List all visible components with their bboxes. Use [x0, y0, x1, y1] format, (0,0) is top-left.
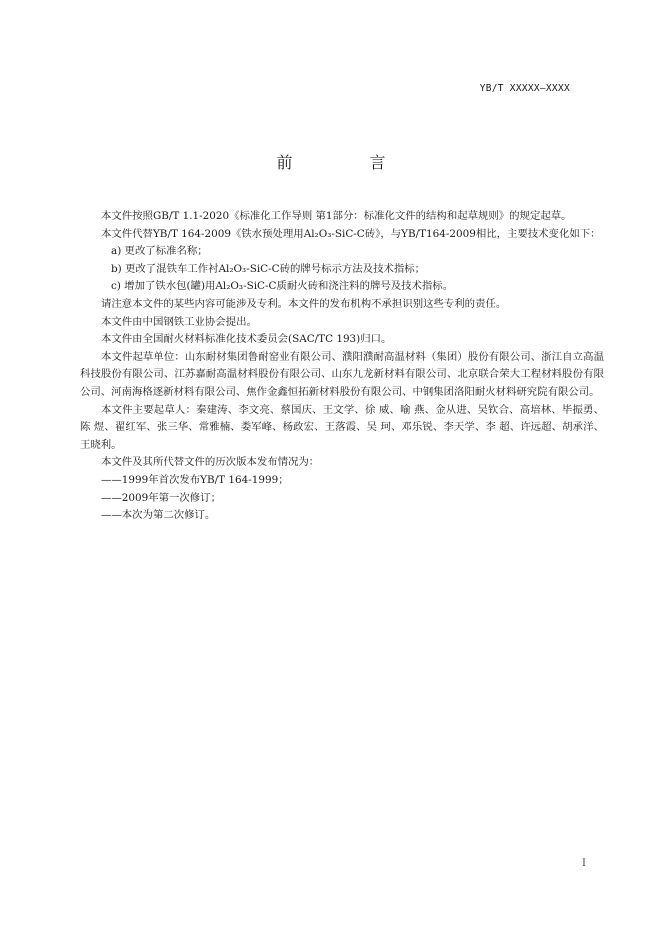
- foreword-body: [80, 208, 604, 525]
- history-item-1999: ——1999年首次发布YB/T 164-1999；: [101, 473, 289, 486]
- list-item-c: c) 增加了铁水包(罐)用Al₂O₃-SiC-C质耐火砖和浇注料的牌号及技术指标。: [111, 280, 454, 293]
- history-item-2009: ——2009年第一次修订；: [101, 491, 221, 504]
- paragraph-basis: 本文件按照GB/T 1.1-2020《标准化工作导则 第1部分：标准化文件的结构和起草规则》的规定起草。: [101, 210, 572, 222]
- paragraph-history-intro: 本文件及其所代替文件的历次版本发布情况为：: [101, 456, 320, 469]
- page-number: I: [582, 858, 586, 869]
- document-code: YB/T XXXXX—XXXX: [479, 83, 570, 94]
- paragraph-patent: 请注意本文件的某些内容可能涉及专利。本文件的发布机构不承担识别这些专利的责任。: [101, 297, 507, 310]
- paragraph-drafting-units: 本文件起草单位：山东耐材集团鲁耐窑业有限公司、濮阳濮耐高温材料（集团）股份有限公司、浙江自立高温科技股份有限公司、江苏嘉耐高温材料股份有限公司、山东九龙新材料有限公司、北京联合荣大工程材料股份有限公司、河南海格逐新材料有限公司、焦作金鑫恒拓新材料股份有限公司、中钢集团洛阳耐火材料研究院有限公司。: [80, 350, 604, 398]
- page-title: 前 言: [276, 153, 422, 172]
- history-item-current: ——本次为第二次修订。: [101, 509, 216, 522]
- paragraph-proposer: 本文件由中国钢铁工业协会提出。: [101, 315, 257, 328]
- paragraph-committee: 本文件由全国耐火材料标准化技术委员会(SAC/TC 193)归口。: [101, 333, 392, 346]
- paragraph-replaces: 本文件代替YB/T 164-2009《铁水预处理用Al₂O₃-SiC-C砖》，与YB/T164-2009相比，主要技术变化如下：: [101, 227, 601, 240]
- list-item-a: a) 更改了标准名称；: [111, 245, 208, 258]
- list-item-b: b) 更改了混铁车工作衬Al₂O₃-SiC-C砖的牌号标示方法及技术指标；: [111, 262, 426, 275]
- paragraph-drafters: 本文件主要起草人：秦建涛、李文亮、蔡国庆、王文学、徐 威、喻 燕、金从进、吴钦合、高培林、毕振勇、陈 煜、翟红军、张三华、常雅楠、娄军峰、杨政宏、王落霞、吴 珂、邓乐锐、李天学、李 超、许远超、胡承洋、王晓利。: [80, 403, 604, 451]
